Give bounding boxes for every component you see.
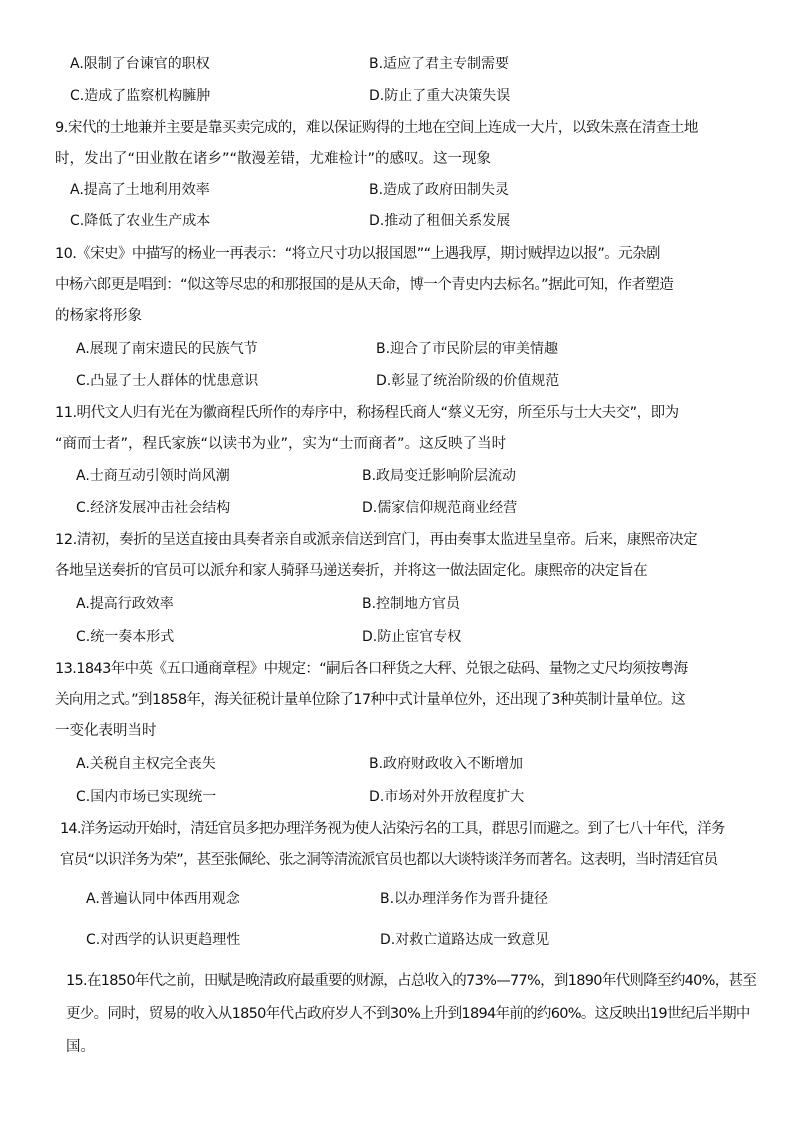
q14-stem-line-2: 官员“以识洋务为荣”，甚至张佩纶、张之洞等清流派官员也都以大谈特谈洋务而著名。这表明，当时清廷官员 (60, 852, 718, 868)
q15-stem-line-2: 更少。同时，贸易的收入从1850年代占政府岁人不到30%上升到1894年前的约60%。这反映出19世纪后半期中 (66, 1006, 750, 1022)
q13-option-a: A.关税自主权完全丧失 (76, 756, 216, 772)
q14-option-d: D.对救亡道路达成一致意见 (380, 932, 550, 948)
q12-option-d: D.防止宦官专权 (362, 629, 462, 645)
q9-option-d: D.推动了租佃关系发展 (369, 213, 511, 229)
q10-stem-line-3: 的杨家将形象 (55, 308, 142, 324)
q10-option-b: B.迎合了市民阶层的审美情趣 (376, 341, 559, 357)
q12-option-c: C.统一奏本形式 (76, 629, 175, 645)
q13-stem-line-1: 13.1843年中英《五口通商章程》中规定：“嗣后各口秤货之大秤、兑银之砝码、量物之丈尺均须按粤海 (55, 661, 688, 677)
q14-stem-line-1: 14.洋务运动开始时，清廷官员多把办理洋务视为使人沾染污名的工具，群思引而避之。到了七八十年代，洋务 (60, 821, 725, 837)
q11-stem-line-1: 11.明代文人归有光在为徽商程氏所作的寿序中，称扬程氏商人“蔡义无穷，所至乐与士大夫交”，即为 (55, 405, 679, 421)
q12-option-a: A.提高行政效率 (76, 596, 174, 612)
q13-option-b: B.政府财政收入不断增加 (369, 756, 524, 772)
q8-option-b: B.适应了君主专制需要 (369, 56, 510, 72)
q9-stem-line-2: 时，发出了“田业散在诸乡”“散漫差错，尤难检计”的感叹。这一现象 (55, 151, 492, 167)
q9-stem-line-1: 9.宋代的土地兼并主要是靠买卖完成的，难以保证购得的土地在空间上连成一大片，以致朱熹在清查土地 (55, 120, 698, 136)
q14-option-c: C.对西学的认识更趋理性 (86, 932, 241, 948)
q11-stem-line-2: “商而士者”，程氏家族“以读书为业”，实为“士而商者”。这反映了当时 (55, 436, 507, 452)
q13-stem-line-2: 关向用之式。”到1858年，海关征税计量单位除了17种中式计量单位外，还出现了3种英制计量单位。这 (55, 692, 685, 708)
q13-option-d: D.市场对外开放程度扩大 (369, 789, 525, 805)
q9-option-a: A.提高了土地利用效率 (70, 182, 210, 198)
q14-option-b: B.以办理洋务作为晋升捷径 (380, 891, 549, 907)
q12-option-b: B.控制地方官员 (362, 596, 461, 612)
q11-option-d: D.儒家信仰规范商业经营 (362, 500, 518, 516)
q12-stem-line-2: 各地呈送奏折的官员可以派弁和家人骑驿马递送奏折，并将这一做法固定化。康熙帝的决定旨在 (55, 563, 648, 579)
q10-option-c: C.凸显了士人群体的忧患意识 (76, 373, 259, 389)
q11-option-a: A.士商互动引领时尚风潮 (76, 468, 230, 484)
q15-stem-line-3: 国。 (66, 1039, 95, 1055)
q8-option-a: A.限制了台谏官的职权 (70, 56, 210, 72)
q15-stem-line-1: 15.在1850年代之前，田赋是晚清政府最重要的财源，占总收入的73%—77%，到1890年代则降至约40%，甚至 (66, 973, 757, 989)
q9-option-b: B.造成了政府田制失灵 (369, 182, 510, 198)
q10-option-a: A.展现了南宋遗民的民族气节 (76, 341, 258, 357)
q10-option-d: D.彰显了统治阶级的价值规范 (376, 373, 560, 389)
q11-option-b: B.政局变迁影响阶层流动 (362, 468, 517, 484)
q9-option-c: C.降低了农业生产成本 (70, 213, 211, 229)
q13-option-c: C.国内市场已实现统一 (76, 789, 217, 805)
q11-option-c: C.经济发展冲击社会结构 (76, 500, 231, 516)
q13-stem-line-3: 一变化表明当时 (55, 723, 157, 739)
q8-option-d: D.防止了重大决策失误 (369, 88, 511, 104)
q10-stem-line-1: 10.《宋史》中描写的杨业一再表示：“将立尺寸功以报国恩”“上遇我厚，期讨贼捍边以报”。元杂剧 (55, 246, 660, 262)
q10-stem-line-2: 中杨六郎更是唱到：“似这等尽忠的和那报国的是从天命，博一个青史内去标名。”据此可知，作者塑造 (55, 277, 674, 293)
q12-stem-line-1: 12.清初，奏折的呈送直接由具奏者亲自或派亲信送到宫门，再由奏事太监进呈皇帝。后来，康熙帝决定 (55, 532, 698, 548)
q14-option-a: A.普遍认同中体西用观念 (86, 891, 240, 907)
q8-option-c: C.造成了监察机构臃肿 (70, 88, 211, 104)
